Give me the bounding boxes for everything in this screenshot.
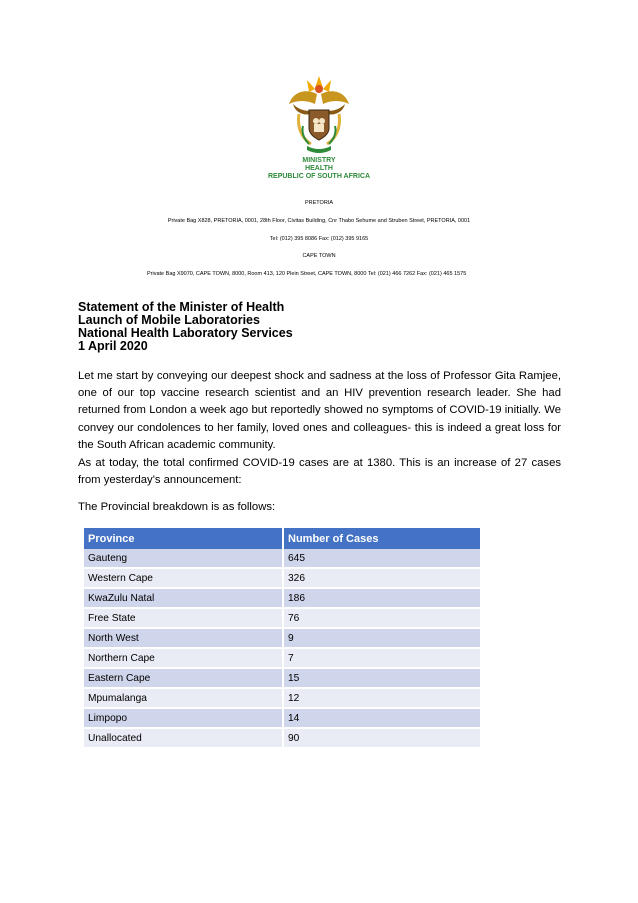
country-label: REPUBLIC OF SOUTH AFRICA — [267, 173, 371, 180]
table-row — [84, 728, 481, 748]
cases-cell: 14 — [283, 708, 481, 728]
paragraph-case-total: As at today, the total confirmed COVID-19 cases are at 1380. This is an increase of 27 cases from yesterday's announcement: — [78, 457, 561, 487]
department-label: HEALTH — [305, 165, 333, 172]
cases-cell: 12 — [283, 688, 481, 708]
cases-cell: 15 — [283, 668, 481, 688]
table-row — [84, 568, 481, 588]
province-cell: Limpopo — [84, 708, 283, 728]
table-row — [84, 628, 481, 648]
pretoria-heading: PRETORIA — [304, 200, 333, 206]
cases-cell: 90 — [283, 728, 481, 748]
province-cell: Eastern Cape — [84, 668, 283, 688]
cape-town-heading: CAPE TOWN — [302, 253, 336, 259]
province-cell: Mpumalanga — [84, 688, 283, 708]
pretoria-contact: Tel: (012) 395 8086 Fax: (012) 395 9165 — [269, 236, 369, 242]
province-cell: North West — [84, 628, 283, 648]
table-row — [84, 588, 481, 608]
table-header-row — [84, 528, 481, 549]
coat-of-arms-icon — [287, 74, 351, 156]
table-row — [84, 549, 481, 568]
provincial-cases-table — [84, 528, 482, 749]
column-header-cases: Number of Cases — [283, 528, 481, 549]
table-row — [84, 708, 481, 728]
paragraph-condolences: Let me start by conveying our deepest shock and sadness at the loss of Professor Gita Ramjee, one of our top vaccine research scientist and an HIV prevention research leader. She had returned from London a week ago but reportedly showed no symptoms of COVID-19 initially. We convey our condolences to her family, loved ones and colleagues- this is indeed a great loss for the South African academic community. — [78, 370, 561, 451]
paragraph-breakdown-intro: The Provincial breakdown is as follows: — [78, 501, 276, 513]
province-cell: Western Cape — [84, 568, 283, 588]
province-cell: Gauteng — [84, 549, 283, 568]
statement-subtitle: Launch of Mobile Laboratories — [78, 313, 260, 327]
cases-cell: 7 — [283, 648, 481, 668]
column-header-province: Province — [84, 528, 283, 549]
province-cell: Unallocated — [84, 728, 283, 748]
province-cell: KwaZulu Natal — [84, 588, 283, 608]
cases-cell: 645 — [283, 549, 481, 568]
cases-cell: 76 — [283, 608, 481, 628]
province-cell: Northern Cape — [84, 648, 283, 668]
table-row — [84, 608, 481, 628]
statement-date: 1 April 2020 — [78, 339, 148, 353]
cases-cell: 326 — [283, 568, 481, 588]
table-row — [84, 648, 481, 668]
province-cell: Free State — [84, 608, 283, 628]
statement-organisation: National Health Laboratory Services — [78, 326, 293, 340]
pretoria-address: Private Bag X828, PRETORIA, 0001, 28th Floor, Civitas Building, Cnr Thabo Sehume and Struben Street, PRETORIA, 0001 — [167, 218, 471, 224]
ministry-label: MINISTRY — [302, 157, 336, 164]
cases-cell: 9 — [283, 628, 481, 648]
cases-cell: 186 — [283, 588, 481, 608]
statement-title: Statement of the Minister of Health — [78, 300, 285, 314]
cape-town-address: Private Bag X9070, CAPE TOWN, 8000, Room 413, 120 Plein Street, CAPE TOWN, 8000 Tel: (021) 466 7262 Fax: (021) 465 1575 — [147, 271, 467, 277]
table-row — [84, 688, 481, 708]
table-row — [84, 668, 481, 688]
